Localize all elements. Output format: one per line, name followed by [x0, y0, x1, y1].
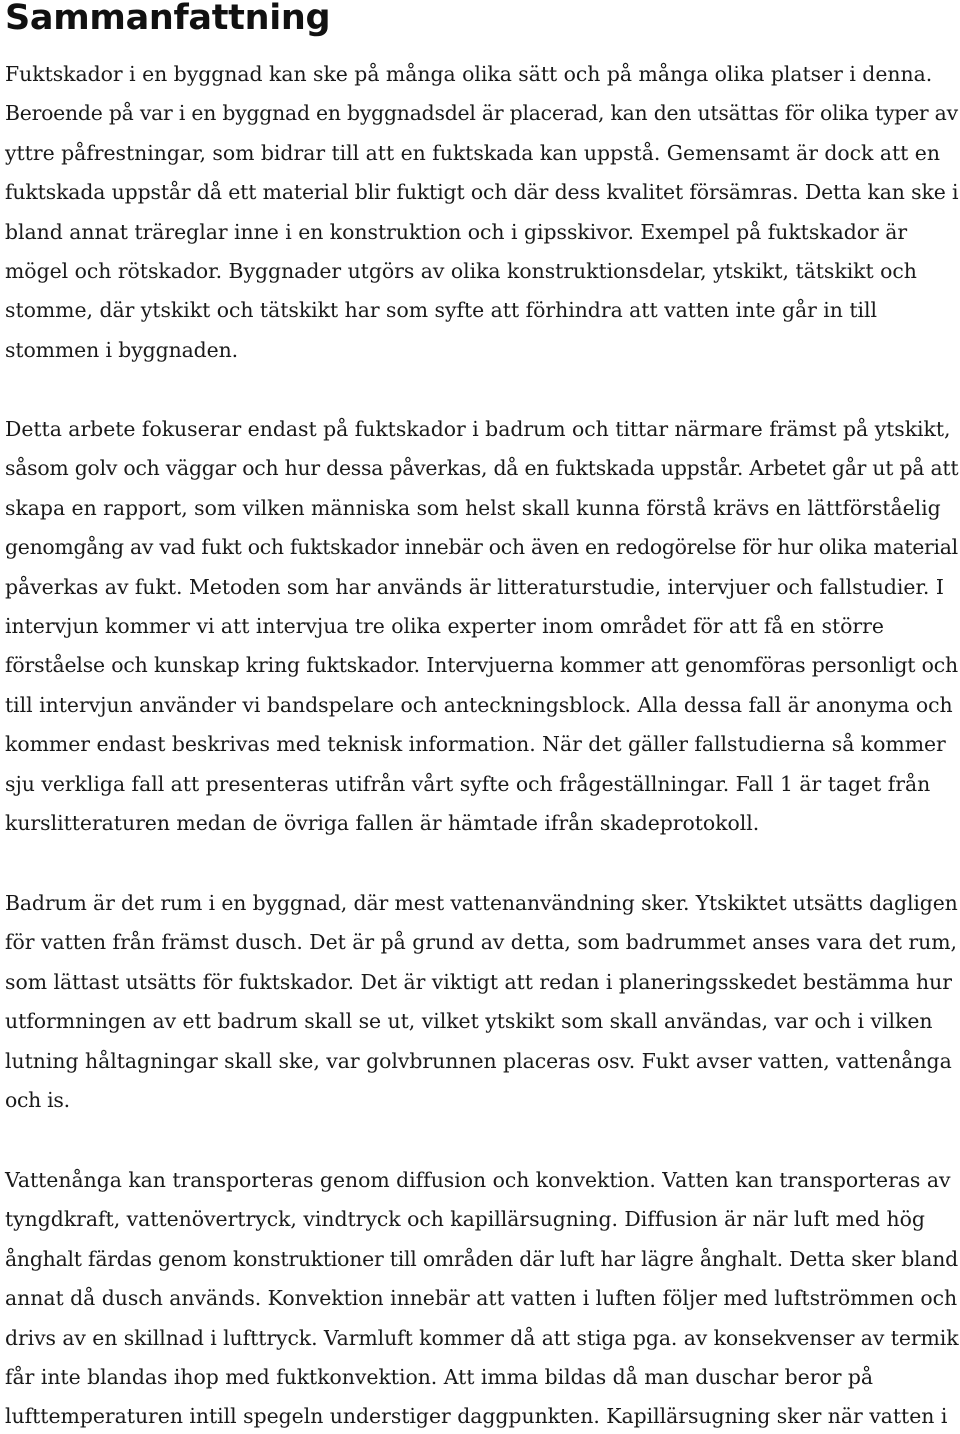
text-line: skapa en rapport, som vilken människa som helst skall kunna förstå krävs en lättförståelig [5, 495, 941, 520]
text-line: påverkas av fukt. Metoden som har används är litteraturstudie, intervjuer och fallstudier. I [5, 574, 944, 599]
text-line: lutning håltagningar skall ske, var golvbrunnen placeras osv. Fukt avser vatten, vattenånga [5, 1048, 952, 1073]
text-line: yttre påfrestningar, som bidrar till att en fuktskada kan uppstå. Gemensamt är dock att en [5, 140, 940, 165]
text-line: Vattenånga kan transporteras genom diffusion och konvektion. Vatten kan transporteras av [5, 1168, 951, 1192]
text-line: Badrum är det rum i en byggnad, där mest vattenanvändning sker. Ytskiktet utsätts dagligen [5, 891, 958, 915]
text-line: intervjun kommer vi att intervjua tre olika experter inom området för att få en större [5, 613, 884, 638]
text-line: sju verkliga fall att presenteras utifrån vårt syfte och frågeställningar. Fall 1 är taget från [5, 771, 931, 796]
text-line: för vatten från främst dusch. Det är på grund av detta, som badrummet anses vara det rum, [5, 930, 957, 955]
text-line: stomme, där ytskikt och tätskikt har som syfte att förhindra att vatten inte går in till [5, 298, 878, 323]
text-line: lufttemperaturen intill spegeln understiger daggpunkten. Kapillärsugning sker när vatten i [5, 1404, 948, 1429]
text-line: Beroende på var i en byggnad en byggnadsdel är placerad, kan den utsättas för olika typer av [5, 101, 958, 126]
text-line: som lättast utsätts för fuktskador. Det är viktigt att redan i planeringsskedet bestämma hur [5, 969, 953, 994]
paragraph-4 [5, 1161, 960, 1434]
paragraph-1 [5, 55, 960, 370]
text-line: ånghalt färdas genom konstruktioner till områden där luft har lägre ånghalt. Detta sker bland [5, 1246, 958, 1271]
text-line: får inte blandas ihop med fuktkonvektion. Att imma bildas då man duschar beror på [5, 1364, 874, 1389]
text-line: förståelse och kunskap kring fuktskador. Intervjuerna kommer att genomföras personligt och [5, 653, 958, 678]
text-line: såsom golv och väggar och hur dessa påverkas, då en fuktskada uppstår. Arbetet går ut på att [5, 456, 959, 481]
paragraph-3 [5, 884, 960, 1120]
text-line: annat då dusch används. Konvektion innebär att vatten i luften följer med luftströmmen och [5, 1286, 958, 1311]
text-line: till intervjun använder vi bandspelare och anteckningsblock. Alla dessa fall är anonyma och [5, 692, 953, 717]
text-line: fuktskada uppstår då ett material blir fuktigt och där dess kvalitet försämras. Detta kan ske i [5, 180, 959, 205]
text-line: utformningen av ett badrum skall se ut, vilket ytskikt som skall användas, var och i vilken [5, 1009, 933, 1034]
text-line: och is. [5, 1087, 70, 1112]
text-line: Fuktskador i en byggnad kan ske på många olika sätt och på många olika platser i denna. [5, 62, 933, 86]
text-line: kurslitteraturen medan de övriga fallen är hämtade ifrån skadeprotokoll. [5, 810, 760, 835]
text-line: mögel och rötskador. Byggnader utgörs av olika konstruktionsdelar, ytskikt, tätskikt och [5, 258, 917, 283]
text-line: bland annat träreglar inne i en konstruktion och i gipsskivor. Exempel på fuktskador är [5, 219, 908, 244]
page-title: Sammanfattning [5, 0, 331, 38]
text-line: drivs av en skillnad i lufttryck. Varmluft kommer då att stiga pga. av konsekvenser av termik [5, 1325, 959, 1350]
paragraph-2 [5, 410, 960, 843]
text-line: kommer endast beskrivas med teknisk information. När det gäller fallstudierna så kommer [5, 732, 946, 757]
text-line: stommen i byggnaden. [5, 337, 238, 362]
text-line: Detta arbete fokuserar endast på fuktskador i badrum och tittar närmare främst på ytskikt, [5, 417, 951, 441]
text-line: genomgång av vad fukt och fuktskador innebär och även en redogörelse för hur olika material [5, 535, 958, 560]
text-line: tyngdkraft, vattenövertryck, vindtryck och kapillärsugning. Diffusion är när luft med hög [5, 1207, 925, 1232]
